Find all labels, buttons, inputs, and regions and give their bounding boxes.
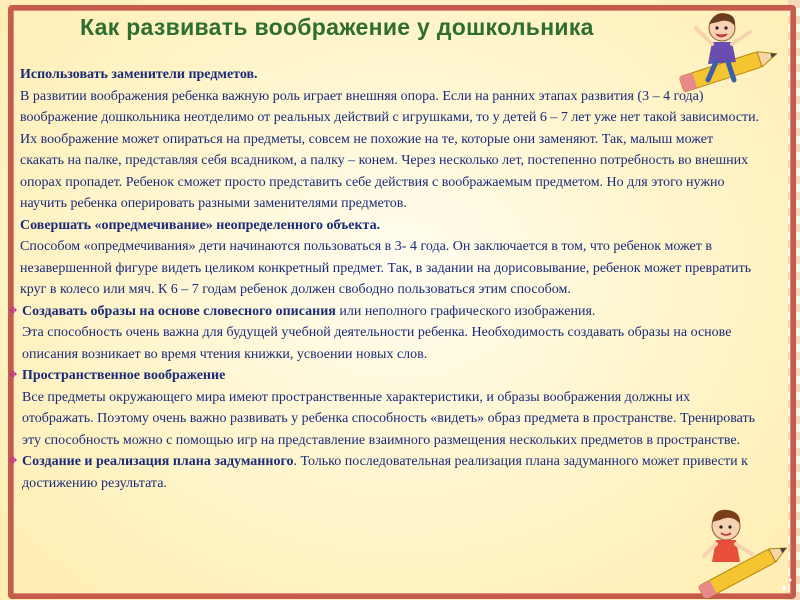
- section-body: Способом «опредмечивания» дети начинаются пользоваться в 3- 4 года. Он заключается в том, что ребенок может в незавершенной фигуре видеть целиком конкретный предмет. Так, в задании на дорисовывание, ребенок может превратить круг в колесо или мяч. К 6 – 7 годам ребенок должен свободно пользоваться этим способом.: [20, 239, 752, 297]
- bullet-icon: ❖: [8, 455, 18, 467]
- child-with-pencil-illustration: [686, 500, 798, 598]
- bullet-icon: ❖: [8, 369, 18, 381]
- slide-title: Как развивать воображение у дошкольника: [80, 14, 594, 40]
- slide-content: [8, 64, 760, 494]
- section-body: Все предметы окружающего мира имеют пространственные характеристики, и образы воображения должны их отображать. Поэтому очень важно развивать у ребенка способность «видеть» образ предмета в пространстве. Тренировать эту способность можно с помощью игр на представление взаимного размещения нескольких предметов в пространстве.: [22, 389, 756, 448]
- section-heading: Создавать образы на основе словесного описания: [22, 303, 336, 319]
- section-inline-text: или неполного графического изображения.: [335, 303, 596, 319]
- section-body: В развитии воображения ребенка важную роль играет внешняя опора. Если на ранних этапах развития (3 – 4 года) воображение дошкольника неотделимо от реальных действий с игрушками, то у детей 6 – 7 лет уже нет такой зависимости. Их воображение может опираться на предметы, совсем не похожие на те, которые они заменяют. Так, малыш может скакать на палке, представляя себя всадником, а палку – конем. Через несколько лет, постепенно потребность во внешних опорах пропадет. Ребенок сможет просто представить себе действия с воображаемым предметом. Но для этого нужно научить ребенка оперировать разными заменителями предметов.: [20, 88, 760, 211]
- section-heading: Создание и реализация плана задуманного: [22, 454, 294, 469]
- bullet-icon: ❖: [8, 304, 18, 317]
- section-objectification: [20, 215, 760, 301]
- section-inline-text: . Только последовательная реализация плана задуманного может привести к достижению результата.: [22, 454, 748, 491]
- bullet-item-verbal-description: [8, 301, 760, 366]
- section-body: Эта способность очень важна для будущей учебной деятельности ребенка. Необходимость создавать образы на основе описания возникает во время чтения книжки, усвоении новых слов.: [22, 325, 732, 362]
- section-substitutes: [20, 64, 760, 215]
- section-heading: Пространственное воображение: [22, 368, 226, 383]
- bullet-item-spatial-imagination: [8, 365, 760, 451]
- section-heading: Совершать «опредмечивание» неопределенного объекта.: [20, 217, 381, 233]
- section-heading: Использовать заменители предметов.: [20, 67, 258, 82]
- bullet-item-plan-realization: [8, 451, 760, 494]
